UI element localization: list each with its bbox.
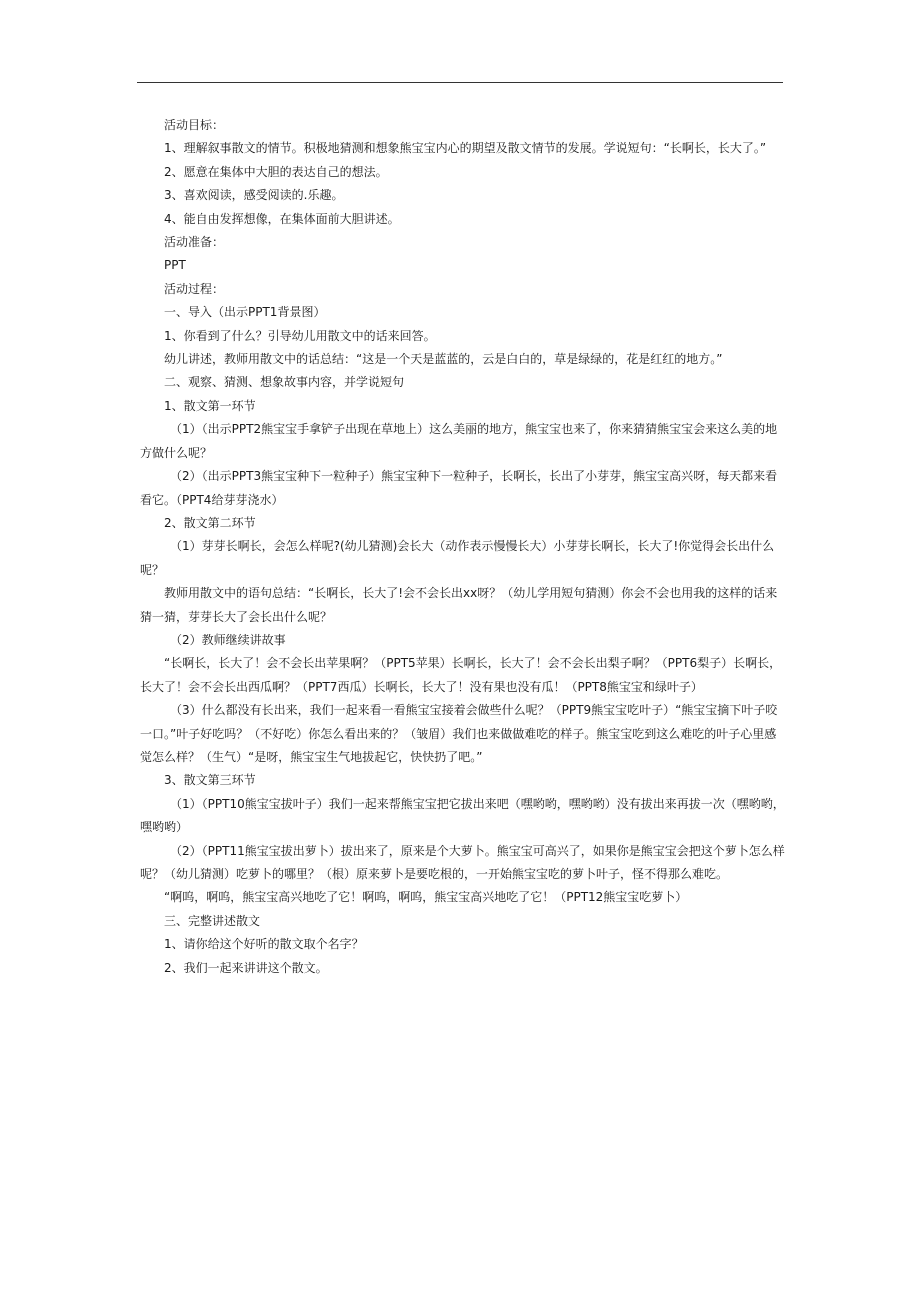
paragraph: 教师用散文中的语句总结：“长啊长，长大了!会不会长出xx呀？（幼儿学用短句猜测）你会不会也用我的这样的话来猜一猜，芽芽长大了会长出什么呢？ [140,586,778,624]
paragraph: 1、散文第一环节 [164,398,256,413]
paragraph: 活动目标： [164,118,225,132]
paragraph: （1）（出示PPT2熊宝宝手拿铲子出现在草地上）这么美丽的地方，熊宝宝也来了，你来猜猜熊宝宝会来这么美的地方做什么呢？ [140,422,778,460]
paragraph: 活动过程： [164,281,225,296]
paragraph: 三、完整讲述散文 [164,913,261,928]
paragraph: （1）（PPT10熊宝宝拔叶子）我们一起来帮熊宝宝把它拔出来吧（嘿哟哟，嘿哟哟）没有拔出来再拔一次（嘿哟哟，嘿哟哟） [140,796,785,835]
paragraph: 4、能自由发挥想像，在集体面前大胆讲述。 [164,211,400,226]
paragraph: 2、愿意在集体中大胆的表达自己的想法。 [164,164,388,179]
paragraph: 1、理解叙事散文的情节。积极地猜测和想象熊宝宝内心的期望及散文情节的发展。学说短句：“长啊长，长大了。” [164,141,767,156]
paragraph: （2）（出示PPT3熊宝宝种下一粒种子）熊宝宝种下一粒种子，长啊长，长出了小芽芽，熊宝宝高兴呀，每天都来看看它。（PPT4给芽芽浇水） [140,469,778,507]
paragraph: 3、散文第三环节 [164,773,256,788]
paragraph: 一、导入（出示PPT1背景图） [164,305,326,320]
paragraph: 幼儿讲述，教师用散文中的话总结：“这是一个天是蓝蓝的，云是白白的，草是绿绿的，花是红红的地方。” [164,352,723,367]
paragraph: PPT [164,258,186,273]
paragraph: 2、我们一起来讲讲这个散文。 [164,960,328,975]
paragraph: “啊呜，啊呜，熊宝宝高兴地吃了它！啊呜，啊呜，熊宝宝高兴地吃了它！（PPT12熊宝宝吃萝卜） [164,890,688,905]
paragraph: （2）（PPT11熊宝宝拔出萝卜）拔出来了，原来是个大萝卜。熊宝宝可高兴了，如果你是熊宝宝会把这个萝卜怎么样呢？（幼儿猜测）吃萝卜的哪里？（根）原来萝卜是要吃根的，一开始熊宝宝吃的萝卜叶子，怪不得那么难吃。 [140,843,785,881]
paragraph: （2）教师继续讲故事 [170,632,286,647]
paragraph: 3、喜欢阅读，感受阅读的.乐趣。 [164,188,344,203]
paragraph: 二、观察、猜测、想象故事内容，并学说短句 [164,375,405,390]
paragraph: 1、你看到了什么？引导幼儿用散文中的话来回答。 [164,328,436,343]
paragraph: （3）什么都没有长出来，我们一起来看一看熊宝宝接着会做些什么呢？（PPT9熊宝宝吃叶子）“熊宝宝摘下叶子咬一口。”叶子好吃吗？（不好吃）你怎么看出来的？（皱眉）我们也来做做难吃的样子。熊宝宝吃到这么难吃的叶子心里感觉怎么样？（生气）“是呀，熊宝宝生气地拔起它，快快扔了吧。” [140,703,778,764]
paragraph: 活动准备： [164,235,225,250]
paragraph: （1）芽芽长啊长，会怎么样呢?(幼儿猜测)会长大（动作表示慢慢长大）小芽芽长啊长，长大了!你觉得会长出什么呢？ [140,539,775,577]
header-rule [137,82,783,83]
document-body [140,114,785,980]
paragraph: “长啊长，长大了！会不会长出苹果啊？（PPT5苹果）长啊长，长大了！会不会长出梨子啊？（PPT6梨子）长啊长，长大了！会不会长出西瓜啊？（PPT7西瓜）长啊长，长大了！没有果也没有瓜！（PPT8熊宝宝和绿叶子） [140,656,782,694]
paragraph: 2、散文第二环节 [164,515,256,530]
paragraph: 1、请你给这个好听的散文取个名字？ [164,937,364,952]
